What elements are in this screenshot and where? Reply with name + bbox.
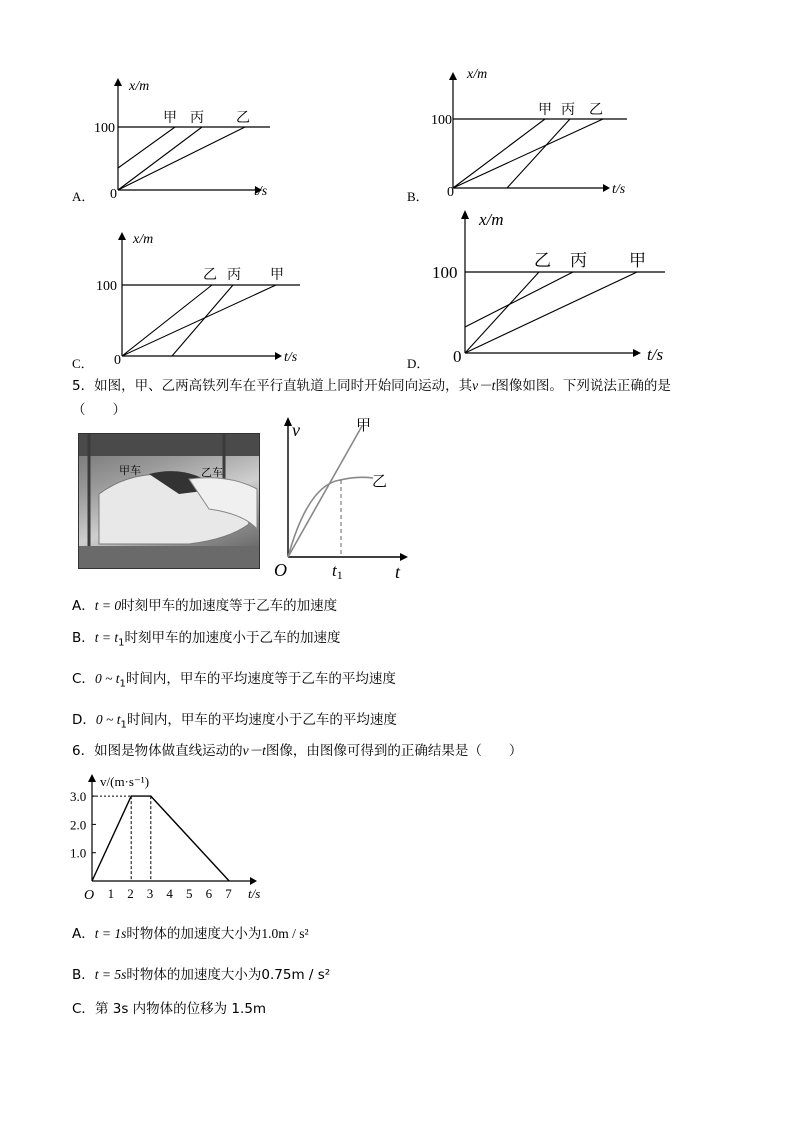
graph-c-line-2: 丙 <box>227 268 241 283</box>
graph-d-tick: 100 <box>432 263 458 282</box>
graph-a-line-1: 甲 <box>163 111 177 126</box>
q6-option-b[interactable] <box>72 963 330 983</box>
graph-a-line-3: 乙 <box>236 111 250 126</box>
q5-blank: （ ） <box>72 402 126 418</box>
q6-stem-part2: 图像，由图像可得到的正确结果是（ ） <box>265 743 523 759</box>
q6-option-b-text: 时物体的加速度大小为 <box>126 967 262 983</box>
q6-option-a-text: 时物体的加速度大小为 <box>126 926 262 942</box>
graph-b-svg <box>405 60 645 200</box>
q5-graph-line-b: 乙 <box>372 474 388 490</box>
q6-graph-plot <box>92 796 229 881</box>
q6-vt-line <box>92 796 229 881</box>
graph-b-tick: 100 <box>431 113 452 128</box>
q5-vt-graph <box>268 410 418 585</box>
q5-stem <box>72 376 732 396</box>
photo-label-b: 乙车 <box>201 467 223 479</box>
graph-d-svg <box>405 205 690 370</box>
q5-graph-ylabel: v <box>292 420 300 440</box>
q5-stem-part2: 图像如图。下列说法正确的是 <box>495 378 671 394</box>
q6-option-b-math: t = 5s <box>94 967 127 982</box>
graph-a-ylabel: x/m <box>129 79 150 94</box>
q6-xtick-label: 1 <box>107 886 115 901</box>
q6-vt-graph-svg <box>70 768 280 908</box>
q6-xtick-label: 7 <box>225 886 232 901</box>
graph-b-xlabel: t/s <box>612 182 626 197</box>
q5-option-c-text: 时间内，甲车的平均速度等于乙车的平均速度 <box>125 671 396 687</box>
graph-d-line-1: 乙 <box>534 251 551 270</box>
q6-stem <box>72 741 732 761</box>
q6-xtick-label: 4 <box>166 886 173 901</box>
graph-c-ylabel: x/m <box>133 232 154 247</box>
graph-c-tick: 100 <box>96 279 117 294</box>
q5-option-d-letter: D． <box>72 712 96 728</box>
graph-d-line-2: 丙 <box>570 251 587 270</box>
q6-option-a-letter: A． <box>72 926 95 942</box>
q5-graph-t1 <box>332 561 343 582</box>
q6-xtick-label: 6 <box>205 886 213 901</box>
graph-d <box>405 205 690 370</box>
q6-option-c-letter: C． <box>72 1001 95 1017</box>
graph-a-svg <box>70 72 290 202</box>
q6-graph-ylabel: v/(m·s⁻¹) <box>100 774 150 789</box>
graph-a-line-2: 丙 <box>190 111 204 126</box>
graph-b-origin: 0 <box>447 185 454 200</box>
graph-c-origin: 0 <box>114 353 121 368</box>
q6-option-b-letter: B． <box>72 967 95 983</box>
q5-vt-graph-svg <box>268 410 418 585</box>
q6-vt-graph <box>70 768 280 908</box>
q5-option-a-text: 时刻甲车的加速度等于乙车的加速度 <box>121 598 338 614</box>
graph-d-origin: 0 <box>453 347 462 366</box>
q6-ytick-label: 2.0 <box>70 817 87 833</box>
graph-c-svg <box>70 228 320 368</box>
q6-graph-origin: O <box>84 888 95 903</box>
graph-b-line-3: 乙 <box>589 103 603 118</box>
q6-option-a[interactable] <box>72 922 309 942</box>
q6-stem-part1: 6．如图是物体做直线运动的 <box>72 743 243 759</box>
graph-d-ylabel: x/m <box>479 210 504 229</box>
graph-b <box>405 60 645 200</box>
q6-option-c-text: 第 3s 内物体的位移为 1.5m <box>94 1001 267 1017</box>
q5-graph-xlabel: t <box>395 562 401 582</box>
q6-xtick-label: 5 <box>186 886 193 901</box>
graph-d-xlabel: t/s <box>647 345 664 364</box>
graph-c-line-1: 乙 <box>203 268 217 283</box>
q5-option-b-text: 时刻甲车的加速度小于乙车的加速度 <box>124 630 341 646</box>
graph-a <box>70 72 290 202</box>
q6-graph-xlabel: t/s <box>248 886 261 901</box>
q6-ytick-label: 1.0 <box>70 845 87 861</box>
graph-c-line-3: 甲 <box>270 268 284 283</box>
q6-graph-ticks <box>70 789 232 901</box>
q5-option-c-sub: 1 <box>119 678 126 690</box>
graph-c-letter: C． <box>72 356 94 371</box>
q6-option-a-math: t = 1s <box>94 926 127 941</box>
q6-option-b-value: 0.75m / s² <box>261 967 331 983</box>
q6-option-c[interactable] <box>72 997 266 1017</box>
q5-stem-part1: 5．如图，甲、乙两高铁列车在平行直轨道上同时开始同向运动，其 <box>72 378 473 394</box>
graph-c <box>70 228 320 368</box>
q5-option-b-math: t = t <box>94 630 119 645</box>
q5-option-c-math: 0 ~ t <box>94 671 120 686</box>
q5-option-d-text: 时间内，甲车的平均速度小于乙车的平均速度 <box>126 712 397 728</box>
graph-b-line-1: 甲 <box>538 103 552 118</box>
graph-c-xlabel: t/s <box>284 350 298 365</box>
train-photo-svg <box>79 434 259 568</box>
q5-graph-line-a: 甲 <box>356 418 372 434</box>
graph-b-letter: B． <box>407 189 429 204</box>
q5-option-b-letter: B． <box>72 630 95 646</box>
q6-xtick-label: 3 <box>146 886 154 901</box>
q5-option-a-letter: A． <box>72 598 95 614</box>
q5-option-b[interactable] <box>72 626 341 649</box>
q5-option-b-sub: 1 <box>118 637 125 649</box>
photo-label-a: 甲车 <box>119 465 141 477</box>
train-photo <box>78 433 260 569</box>
q5-graph-t1-sub: 1 <box>336 568 343 582</box>
q6-xtick-label: 2 <box>127 886 134 901</box>
graph-a-xlabel: t/s <box>254 184 268 199</box>
q5-option-d-math: 0 ~ t <box>95 712 121 727</box>
q5-stem-vt: v－t <box>472 378 496 393</box>
q6-stem-vt: v－t <box>242 743 266 758</box>
graph-d-line-3: 甲 <box>629 251 646 270</box>
q6-ytick-label: 3.0 <box>70 789 87 805</box>
graph-b-line-2: 丙 <box>561 103 575 118</box>
q5-option-d[interactable] <box>72 708 397 731</box>
q5-option-a-math: t = 0 <box>94 598 122 613</box>
q5-graph-t1-main: t <box>332 561 337 580</box>
q5-option-a[interactable] <box>72 594 337 614</box>
graph-a-tick: 100 <box>94 121 115 136</box>
q6-option-a-value: 1.0m / s² <box>261 926 309 941</box>
q5-option-c-letter: C． <box>72 671 95 687</box>
q5-option-c[interactable] <box>72 667 396 690</box>
graph-a-letter: A． <box>72 189 95 204</box>
graph-b-ylabel: x/m <box>467 67 488 82</box>
q5-graph-origin: O <box>274 560 287 580</box>
graph-a-origin: 0 <box>110 187 117 202</box>
q5-option-d-sub: 1 <box>120 719 127 731</box>
graph-d-letter: D． <box>407 356 430 371</box>
